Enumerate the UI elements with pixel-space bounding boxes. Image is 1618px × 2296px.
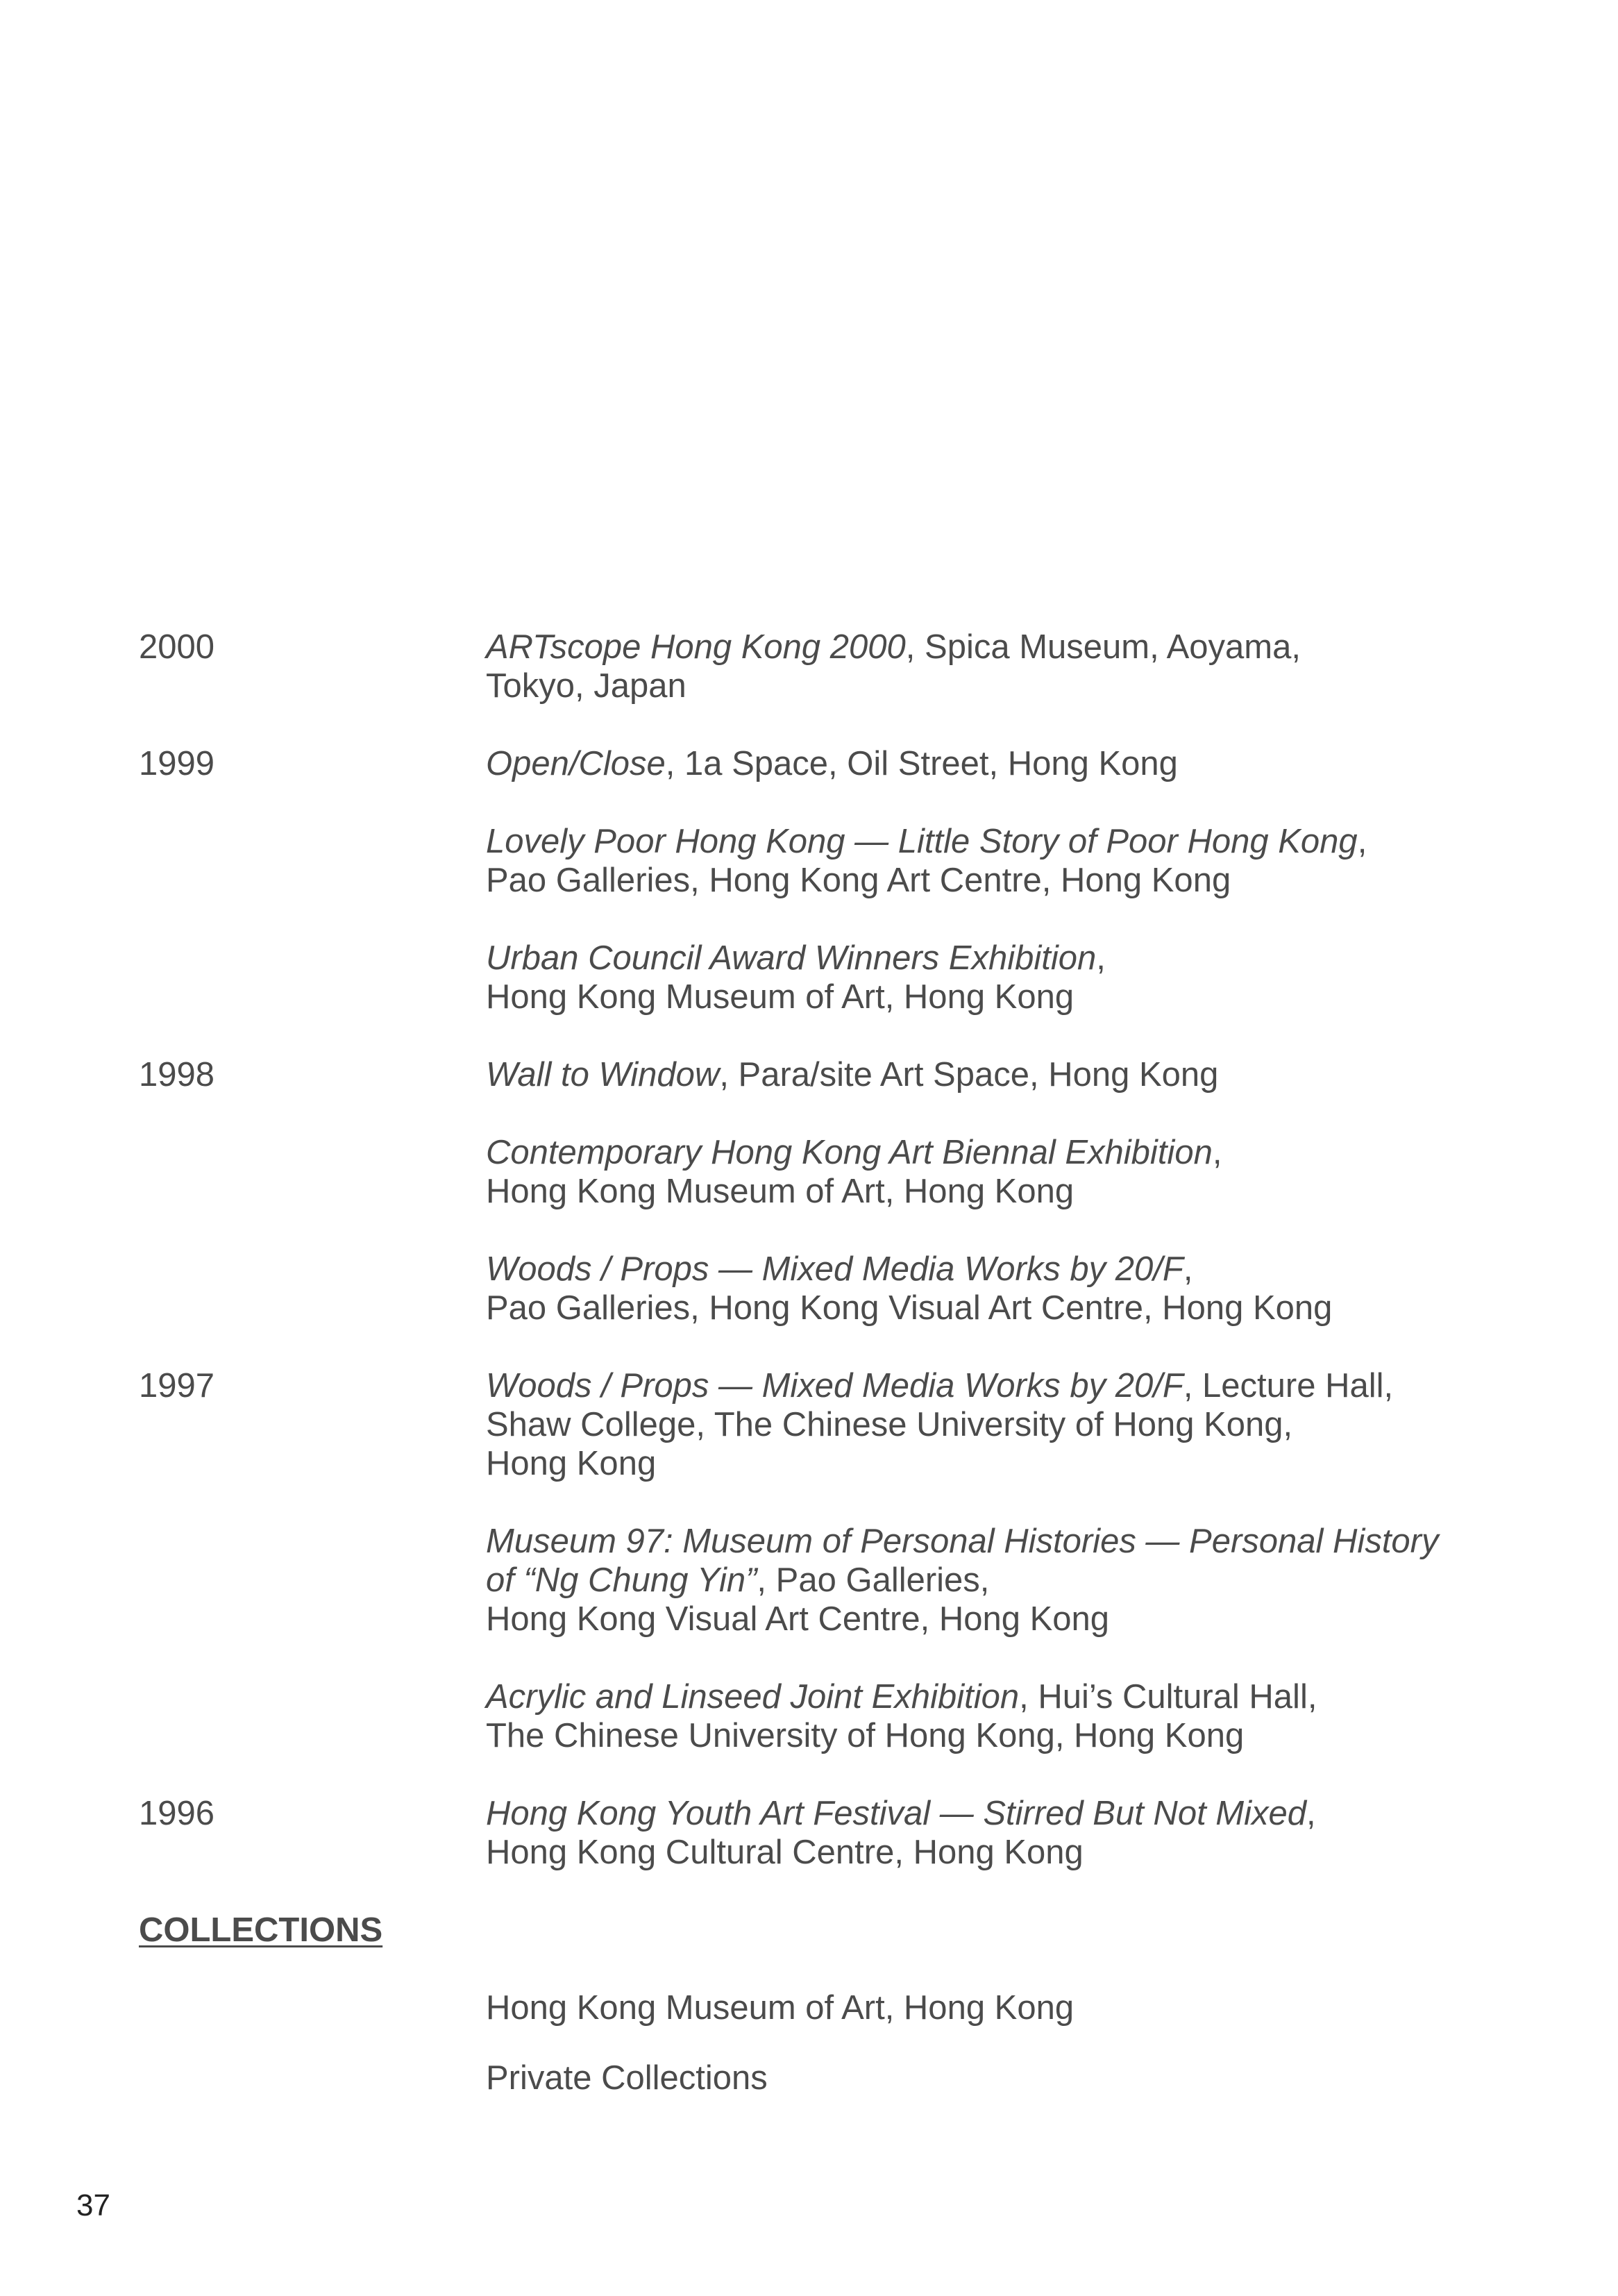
exhibition-line	[486, 1561, 1492, 1600]
exhibition-title: ARTscope Hong Kong 2000	[486, 628, 906, 666]
exhibition-entry	[139, 744, 1492, 783]
exhibition-line	[486, 744, 1492, 783]
exhibition-line	[486, 861, 1492, 900]
exhibition-title: Contemporary Hong Kong Art Biennal Exhibition	[486, 1134, 1213, 1171]
exhibition-line	[486, 1055, 1492, 1094]
exhibition-title: Hong Kong Youth Art Festival — Stirred But Not Mixed	[486, 1795, 1307, 1832]
exhibition-details	[486, 1794, 1492, 1872]
exhibition-line	[486, 628, 1492, 667]
exhibition-line	[486, 1677, 1492, 1716]
exhibition-venue: The Chinese University of Hong Kong, Hong Kong	[486, 1717, 1245, 1754]
exhibition-line	[486, 1522, 1492, 1561]
exhibition-line	[486, 1444, 1492, 1483]
exhibition-year: 1999	[139, 745, 215, 782]
exhibition-entry	[139, 1522, 1492, 1639]
exhibition-line	[486, 1794, 1492, 1833]
exhibition-title: Lovely Poor Hong Kong — Little Story of Poor Hong Kong	[486, 823, 1358, 860]
exhibition-venue: Pao Galleries, Hong Kong Visual Art Centre, Hong Kong	[486, 1289, 1333, 1327]
collection-item	[139, 1988, 1492, 2027]
exhibition-venue: , Para/site Art Space, Hong Kong	[719, 1056, 1219, 1093]
exhibitions-list	[139, 628, 1492, 1872]
exhibition-details	[486, 744, 1492, 783]
exhibition-year: 1998	[139, 1056, 215, 1093]
exhibition-entry	[139, 1133, 1492, 1211]
exhibition-year: 1996	[139, 1795, 215, 1832]
exhibition-title: Open/Close	[486, 745, 666, 782]
exhibition-details	[486, 822, 1492, 900]
exhibition-venue: ,	[1306, 1795, 1316, 1832]
exhibition-title: Museum 97: Museum of Personal Histories — Personal History	[486, 1523, 1439, 1560]
collections-list	[139, 1988, 1492, 2097]
exhibition-line	[486, 667, 1492, 705]
exhibition-venue: , Spica Museum, Aoyama,	[905, 628, 1301, 666]
exhibition-venue: ,	[1357, 823, 1367, 860]
exhibition-details	[486, 628, 1492, 705]
exhibition-entry	[139, 1366, 1492, 1483]
exhibition-venue: Pao Galleries, Hong Kong Art Centre, Hong Kong	[486, 862, 1231, 899]
exhibition-entry	[139, 822, 1492, 900]
exhibition-entry	[139, 1794, 1492, 1872]
exhibition-title: Woods / Props — Mixed Media Works by 20/F	[486, 1367, 1183, 1405]
exhibition-line	[486, 1600, 1492, 1639]
exhibition-venue: ,	[1212, 1134, 1222, 1171]
exhibition-venue: Hong Kong Museum of Art, Hong Kong	[486, 1173, 1075, 1210]
exhibition-venue: Hong Kong Visual Art Centre, Hong Kong	[486, 1600, 1110, 1638]
exhibition-entry	[139, 1677, 1492, 1755]
exhibition-line	[486, 1366, 1492, 1405]
exhibition-details	[486, 939, 1492, 1016]
exhibition-line	[486, 822, 1492, 861]
exhibition-details	[486, 1055, 1492, 1094]
exhibition-details	[486, 1366, 1492, 1483]
exhibition-entry	[139, 939, 1492, 1016]
exhibition-venue: Hong Kong Museum of Art, Hong Kong	[486, 978, 1075, 1016]
exhibition-venue: Hong Kong	[486, 1445, 657, 1482]
cv-content	[139, 628, 1492, 2129]
exhibition-line	[486, 939, 1492, 978]
exhibition-venue: Tokyo, Japan	[486, 667, 686, 705]
collection-item	[139, 2059, 1492, 2097]
exhibition-line	[486, 1172, 1492, 1211]
exhibition-venue: , Pao Galleries,	[757, 1561, 990, 1599]
exhibition-year: 2000	[139, 628, 215, 666]
exhibition-line	[486, 978, 1492, 1016]
exhibition-venue: , Lecture Hall,	[1183, 1367, 1394, 1405]
exhibition-venue: ,	[1183, 1250, 1193, 1288]
collection-name: Hong Kong Museum of Art, Hong Kong	[486, 1989, 1075, 2027]
exhibition-line	[486, 1250, 1492, 1289]
exhibition-line	[486, 1289, 1492, 1327]
exhibition-entry	[139, 1055, 1492, 1094]
exhibition-line	[486, 1833, 1492, 1872]
page-number: 37	[76, 2188, 110, 2222]
exhibition-line	[486, 1716, 1492, 1755]
exhibition-year: 1997	[139, 1367, 215, 1405]
exhibition-entry	[139, 1250, 1492, 1327]
exhibition-title: Acrylic and Linseed Joint Exhibition	[486, 1678, 1020, 1716]
collections-heading: COLLECTIONS	[139, 1911, 383, 1949]
exhibition-title: Woods / Props — Mixed Media Works by 20/F	[486, 1250, 1183, 1288]
exhibition-details	[486, 1522, 1492, 1639]
exhibition-details	[486, 1250, 1492, 1327]
exhibition-line	[486, 1405, 1492, 1444]
exhibition-entry	[139, 628, 1492, 705]
exhibition-title: Wall to Window	[486, 1056, 720, 1093]
exhibition-details	[486, 1133, 1492, 1211]
collection-name: Private Collections	[486, 2059, 768, 2097]
exhibition-title: Urban Council Award Winners Exhibition	[486, 939, 1097, 977]
exhibition-venue: , 1a Space, Oil Street, Hong Kong	[665, 745, 1178, 782]
exhibition-venue: , Hui’s Cultural Hall,	[1019, 1678, 1317, 1716]
exhibition-venue: ,	[1096, 939, 1106, 977]
exhibition-venue: Hong Kong Cultural Centre, Hong Kong	[486, 1834, 1084, 1871]
exhibition-details	[486, 1677, 1492, 1755]
exhibition-venue: Shaw College, The Chinese University of Hong Kong,	[486, 1406, 1293, 1443]
exhibition-title: of “Ng Chung Yin”	[486, 1561, 757, 1599]
exhibition-line	[486, 1133, 1492, 1172]
